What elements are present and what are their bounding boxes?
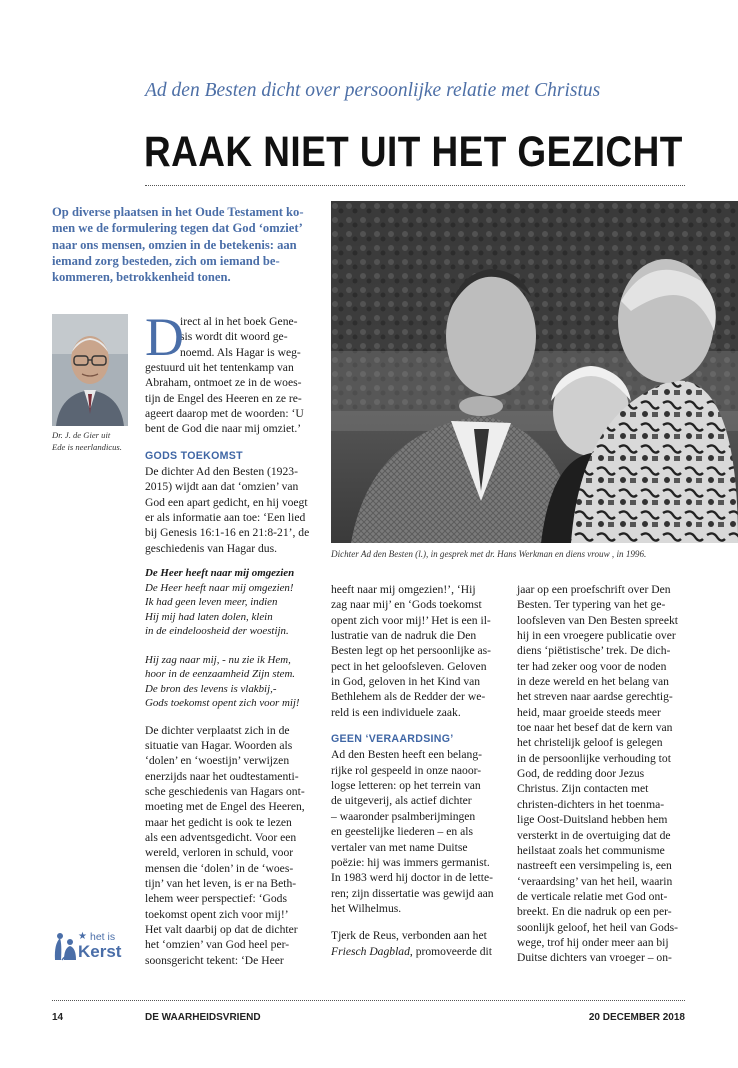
text-line: in de persoonlijke verhouding tot xyxy=(517,751,671,765)
text-line: soonlijk geloof, het heil van Gods- xyxy=(517,920,678,934)
text-line: versterkt in de overtuiging dat de xyxy=(517,828,671,842)
text-line: tijn de Engel des Heeren en ze re- xyxy=(145,391,302,405)
text-fragment: , promoveerde dit xyxy=(409,944,493,958)
text-line: lige Oost-Duitsland hebben hem xyxy=(517,813,668,827)
text-line: noemd. Als Hagar is weg- xyxy=(180,345,301,359)
text-line: heilstaat zoals het communisme xyxy=(517,843,665,857)
poem-line: Hij zag naar mij, - nu zie ik Hem, xyxy=(145,653,291,666)
intro-line: naar ons mensen, omzien in de betekenis: aan xyxy=(52,237,297,252)
text-line: Tjerk de Reus, verbonden aan het xyxy=(331,929,487,943)
text-line: ageert daarop met de woorden: ‘U xyxy=(145,407,304,421)
text-line: 2015) wijdt aan dat ‘omzien’ van xyxy=(145,480,299,494)
text-line: Bethlehem als de Redder der we- xyxy=(331,690,486,704)
text-line: poëzie: hij was immers germanist. xyxy=(331,855,490,869)
intro-line: Op diverse plaatsen in het Oude Testament ko- xyxy=(52,205,304,219)
newspaper-name: Friesch Dagblad xyxy=(331,944,410,958)
text-line: ‘veraardsing’ van het heil, waarin xyxy=(517,874,673,888)
photo-caption: Dichter Ad den Besten (l.), in gesprek met dr. Hans Werkman en diens vrouw , in 1996. xyxy=(331,549,647,559)
paragraph xyxy=(145,723,320,969)
text-line: hij in een vroegere publicatie over xyxy=(517,629,676,643)
text-line: gestuurd uit het tentenkamp van xyxy=(145,361,294,375)
text-line: reld is een individuele zaak. xyxy=(331,705,461,719)
text-line: als een adventsgedicht. Voor een xyxy=(145,831,297,845)
poem xyxy=(145,566,320,711)
text-line: heid, maar groeide steeds meer xyxy=(517,705,661,719)
nativity-icon xyxy=(52,930,78,962)
text-line: moeting met de Engel des Heeren, xyxy=(145,800,305,814)
subheading-geen-veraardsing: GEEN ‘VERAARDSING’ xyxy=(331,733,454,746)
text-line: heeft naar mij omgezien!’, ‘Hij xyxy=(331,583,476,596)
text-line: ter had zeker oog voor de noden xyxy=(517,659,667,673)
poem-line: De bron des levens is vlakbij,- xyxy=(145,682,277,695)
text-line: zag naar mij’ en ‘Gods toekomst xyxy=(331,598,482,612)
text-line: ‘dolen’ en ‘woestijn’ verwijzen xyxy=(145,754,290,768)
text-line: tijn’ van het leven, is er na Beth- xyxy=(145,877,297,891)
text-line: Besten legt op het persoonlijke as- xyxy=(331,644,492,658)
text-line: sche geschiedenis van Hagars ont- xyxy=(145,785,305,799)
text-line: lustratie van de nadruk die Den xyxy=(331,629,477,643)
text-line: Het valt daarbij op dat de dichter xyxy=(145,923,298,937)
text-line: het christelijk geloof is gelegen xyxy=(517,736,663,750)
photo-image xyxy=(331,201,738,543)
text-line: toe naar het besef dat de kern van xyxy=(517,721,673,735)
text-line: in deze wereld en het belang van xyxy=(517,675,669,689)
column-1 xyxy=(145,307,320,968)
text-line: breekt. En die nadruk op een per- xyxy=(517,905,672,919)
intro-line: men we de formulering tegen dat God ‘omziet’ xyxy=(52,221,303,236)
poem-line: hoor in de eenzaamheid Zijn stem. xyxy=(145,668,296,681)
caption-line: Dr. J. de Gier uit xyxy=(52,430,111,440)
text-line: Christus. Zijn contacten met xyxy=(517,782,649,796)
text-line xyxy=(331,944,501,959)
article-intro xyxy=(52,204,320,285)
intro-line: iemand zorg besteden, zich om iemand be- xyxy=(52,253,280,268)
text-line: de verticale relatie met God ont- xyxy=(517,889,668,903)
text-line: loofsleven van Den Besten spreekt xyxy=(517,613,678,627)
text-line: De dichter verplaatst zich in de xyxy=(145,723,290,737)
text-line: In 1983 werd hij doctor in de lette- xyxy=(331,871,493,885)
text-line: wereld, verloren in schuld, voor xyxy=(145,846,294,860)
text-line: maar het gedicht is ook te lezen xyxy=(145,815,292,829)
poem-line: De Heer heeft naar mij omgezien! xyxy=(145,581,294,594)
text-line: christen-dichters in het toenma- xyxy=(517,797,665,811)
star-icon: ★ xyxy=(78,931,87,942)
logo-top-text: het is xyxy=(90,931,116,943)
header-divider xyxy=(145,185,685,186)
poem-title: De Heer heeft naar mij omgezien xyxy=(145,567,295,580)
text-line: God, de redding door Jezus xyxy=(517,767,645,781)
text-line: lehem weer perspectief: ‘Gods xyxy=(145,892,287,906)
text-line: enerzijds naar het oudtestamenti- xyxy=(145,769,299,783)
text-line: Ad den Besten heeft een belang- xyxy=(331,748,482,762)
text-line: irect al in het boek Gene- xyxy=(180,315,298,328)
column-2 xyxy=(331,582,501,959)
text-line: bent de God die naar mij omziet.’ xyxy=(145,422,302,436)
text-line: pect in het geloofsleven. Geloven xyxy=(331,659,487,673)
text-line: bij Genesis 16:1-16 en 21:8-21’, de xyxy=(145,526,310,540)
portrait-caption xyxy=(52,430,137,453)
text-line: wege, trof hij onder meer aan bij xyxy=(517,935,669,949)
poem-line: Hij mij had laten dolen, klein xyxy=(145,610,273,623)
text-line: in God, geloven in het Kind van xyxy=(331,675,481,689)
text-line: het streven naar aardse gerechtig- xyxy=(517,690,673,704)
article-kicker: Ad den Besten dicht over persoonlijke relatie met Christus xyxy=(145,80,601,101)
logo-bottom-text: Kerst xyxy=(78,942,122,961)
drop-cap: D xyxy=(145,307,184,367)
poem-line: in de eindeloosheid der woestijn. xyxy=(145,625,289,638)
text-line: De dichter Ad den Besten (1923- xyxy=(145,465,298,479)
text-line: rijke rol gespeeld in onze naoor- xyxy=(331,763,482,777)
het-is-kerst-logo xyxy=(52,930,140,962)
text-line: vertaler van met name Duitse xyxy=(331,840,468,854)
article-headline: RAAK NIET UIT HET GEZICHT xyxy=(144,128,683,176)
text-line: jaar op een proefschrift over Den xyxy=(517,583,671,596)
text-line: sis wordt dit woord ge- xyxy=(180,330,288,344)
text-line: – waaronder psalmberijmingen xyxy=(331,809,476,823)
text-line: situatie van Hagar. Woorden als xyxy=(145,739,293,752)
text-line: Besten. Ter typering van het ge- xyxy=(517,598,666,612)
text-line: het ‘omzien’ van God heel per- xyxy=(145,938,290,952)
text-line: Abraham, ontmoet ze in de woes- xyxy=(145,376,302,390)
issue-date: 20 DECEMBER 2018 xyxy=(588,1012,685,1023)
text-line: soonsgericht tekent: ‘De Heer xyxy=(145,953,284,967)
publication-name: DE WAARHEIDSVRIEND xyxy=(145,1012,261,1023)
column-3 xyxy=(517,582,687,966)
caption-line: Ede is neerlandicus. xyxy=(52,441,122,452)
text-line: God een apart gedicht, en hij voegt xyxy=(145,495,308,509)
page-number: 14 xyxy=(52,1012,64,1023)
poem-line: Gods toekomst opent zich voor mij! xyxy=(145,697,300,710)
portrait-image xyxy=(52,314,128,426)
text-line: er als informatie aan toe: ‘Een lied xyxy=(145,511,306,525)
text-line: ren; zijn dissertatie was gewijd aan xyxy=(331,886,494,900)
text-line: Duitse dichters van vroeger – on- xyxy=(517,951,672,965)
text-line: en geestelijke liederen – en als xyxy=(331,825,473,839)
text-line: toekomst opent zich voor mij!’ xyxy=(145,907,289,921)
text-line: diens ‘piëtistische’ trek. De dich- xyxy=(517,644,671,658)
poem-line: Ik had geen leven meer, indien xyxy=(145,596,278,609)
text-line: nastreeft een versimpeling is, een xyxy=(517,859,672,873)
text-line: het Wilhelmus. xyxy=(331,901,402,915)
text-line: de uitgeverij, als actief dichter xyxy=(331,794,472,808)
text-line: logse letteren: op het terrein van xyxy=(331,779,481,793)
article-photo xyxy=(331,201,738,543)
intro-line: kommeren, betrokkenheid tonen. xyxy=(52,270,231,285)
footer-divider xyxy=(52,1000,685,1001)
author-portrait xyxy=(52,314,128,426)
subheading-gods-toekomst: GODS TOEKOMST xyxy=(145,449,243,462)
text-line: geschiedenis van Hagar dus. xyxy=(145,541,277,555)
text-line: mensen die ‘dolen’ in de ‘woes- xyxy=(145,861,294,875)
text-line: opent zich voor mij!’ Het is een il- xyxy=(331,613,491,627)
